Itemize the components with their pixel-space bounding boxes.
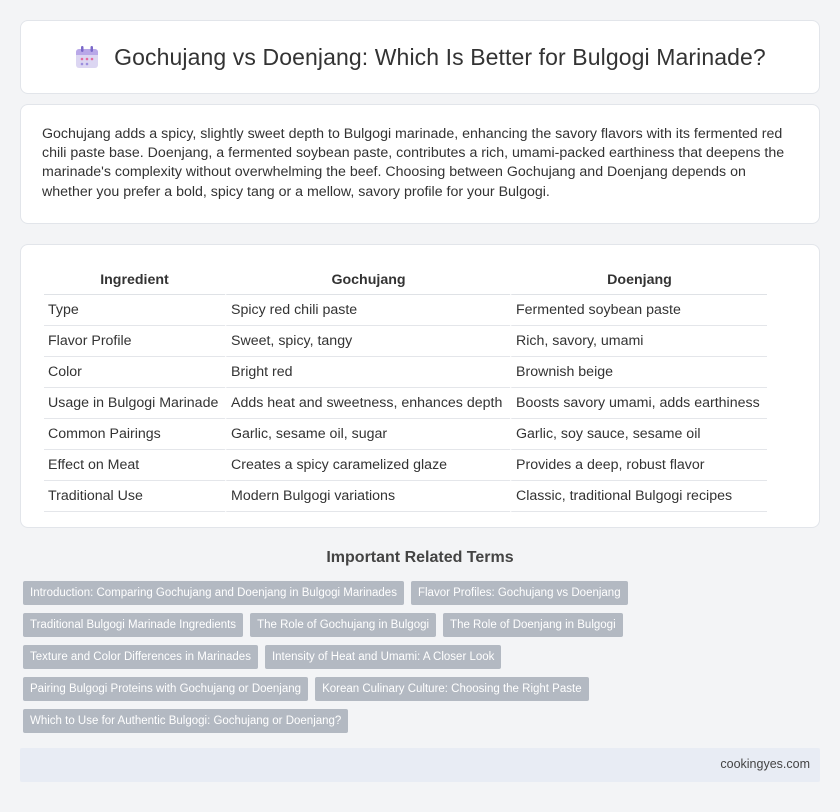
table-row	[44, 357, 767, 388]
table-cell: Traditional Use	[44, 481, 225, 512]
table-row	[44, 419, 767, 450]
footer-site-name: cookingyes.com	[720, 757, 810, 771]
table-cell: Rich, savory, umami	[510, 326, 767, 357]
related-term-tag[interactable]: Flavor Profiles: Gochujang vs Doenjang	[411, 581, 628, 605]
table-cell: Boosts savory umami, adds earthiness	[510, 388, 767, 419]
tag-row	[23, 581, 823, 605]
table-cell: Usage in Bulgogi Marinade	[44, 388, 225, 419]
table-cell: Common Pairings	[44, 419, 225, 450]
table-cell: Fermented soybean paste	[510, 295, 767, 326]
related-terms-list	[23, 581, 823, 741]
table-cell: Garlic, sesame oil, sugar	[225, 419, 510, 450]
header-card	[20, 20, 820, 94]
related-term-tag[interactable]: Pairing Bulgogi Proteins with Gochujang or Doenjang	[23, 677, 308, 701]
comparison-card	[20, 244, 820, 528]
table-row	[44, 450, 767, 481]
related-term-tag[interactable]: The Role of Gochujang in Bulgogi	[250, 613, 436, 637]
table-row	[44, 481, 767, 512]
related-term-tag[interactable]: Which to Use for Authentic Bulgogi: Gochujang or Doenjang?	[23, 709, 348, 733]
tag-row	[23, 677, 823, 701]
table-cell: Provides a deep, robust flavor	[510, 450, 767, 481]
related-term-tag[interactable]: Korean Culinary Culture: Choosing the Right Paste	[315, 677, 589, 701]
table-cell: Type	[44, 295, 225, 326]
intro-card	[20, 104, 820, 224]
column-header-ingredient: Ingredient	[44, 265, 225, 295]
tag-row	[23, 645, 823, 669]
footer-bar	[20, 748, 820, 782]
related-term-tag[interactable]: Intensity of Heat and Umami: A Closer Look	[265, 645, 501, 669]
table-cell: Modern Bulgogi variations	[225, 481, 510, 512]
table-cell: Creates a spicy caramelized glaze	[225, 450, 510, 481]
table-cell: Flavor Profile	[44, 326, 225, 357]
table-cell: Adds heat and sweetness, enhances depth	[225, 388, 510, 419]
related-term-tag[interactable]: Traditional Bulgogi Marinade Ingredients	[23, 613, 243, 637]
table-cell: Sweet, spicy, tangy	[225, 326, 510, 357]
related-term-tag[interactable]: Texture and Color Differences in Marinades	[23, 645, 258, 669]
table-cell: Classic, traditional Bulgogi recipes	[510, 481, 767, 512]
intro-paragraph: Gochujang adds a spicy, slightly sweet depth to Bulgogi marinade, enhancing the savory flavors with its fermented red chili paste base. Doenjang, a fermented soybean paste, contributes a rich, umami-packed earthiness that deepens the marinade's complexity without overwhelming the beef. Choosing between Gochujang and Doenjang depends on whether you prefer a bold, spicy tang or a mellow, savory profile for your Bulgogi.	[42, 126, 785, 200]
page-title: Gochujang vs Doenjang: Which Is Better for Bulgogi Marinade?	[114, 43, 766, 70]
column-header-doenjang: Doenjang	[510, 265, 767, 295]
tag-row	[23, 613, 823, 637]
table-cell: Spicy red chili paste	[225, 295, 510, 326]
column-header-gochujang: Gochujang	[225, 265, 510, 295]
related-terms-title: Important Related Terms	[326, 549, 514, 566]
comparison-table	[44, 265, 767, 512]
related-term-tag[interactable]: The Role of Doenjang in Bulgogi	[443, 613, 623, 637]
table-cell: Effect on Meat	[44, 450, 225, 481]
related-term-tag[interactable]: Introduction: Comparing Gochujang and Doenjang in Bulgogi Marinades	[23, 581, 404, 605]
table-row	[44, 295, 767, 326]
calendar-icon	[74, 44, 100, 70]
table-header-row	[44, 265, 767, 295]
table-cell: Brownish beige	[510, 357, 767, 388]
table-cell: Garlic, soy sauce, sesame oil	[510, 419, 767, 450]
table-row	[44, 326, 767, 357]
table-row	[44, 388, 767, 419]
table-cell: Color	[44, 357, 225, 388]
tag-row	[23, 709, 823, 733]
table-cell: Bright red	[225, 357, 510, 388]
